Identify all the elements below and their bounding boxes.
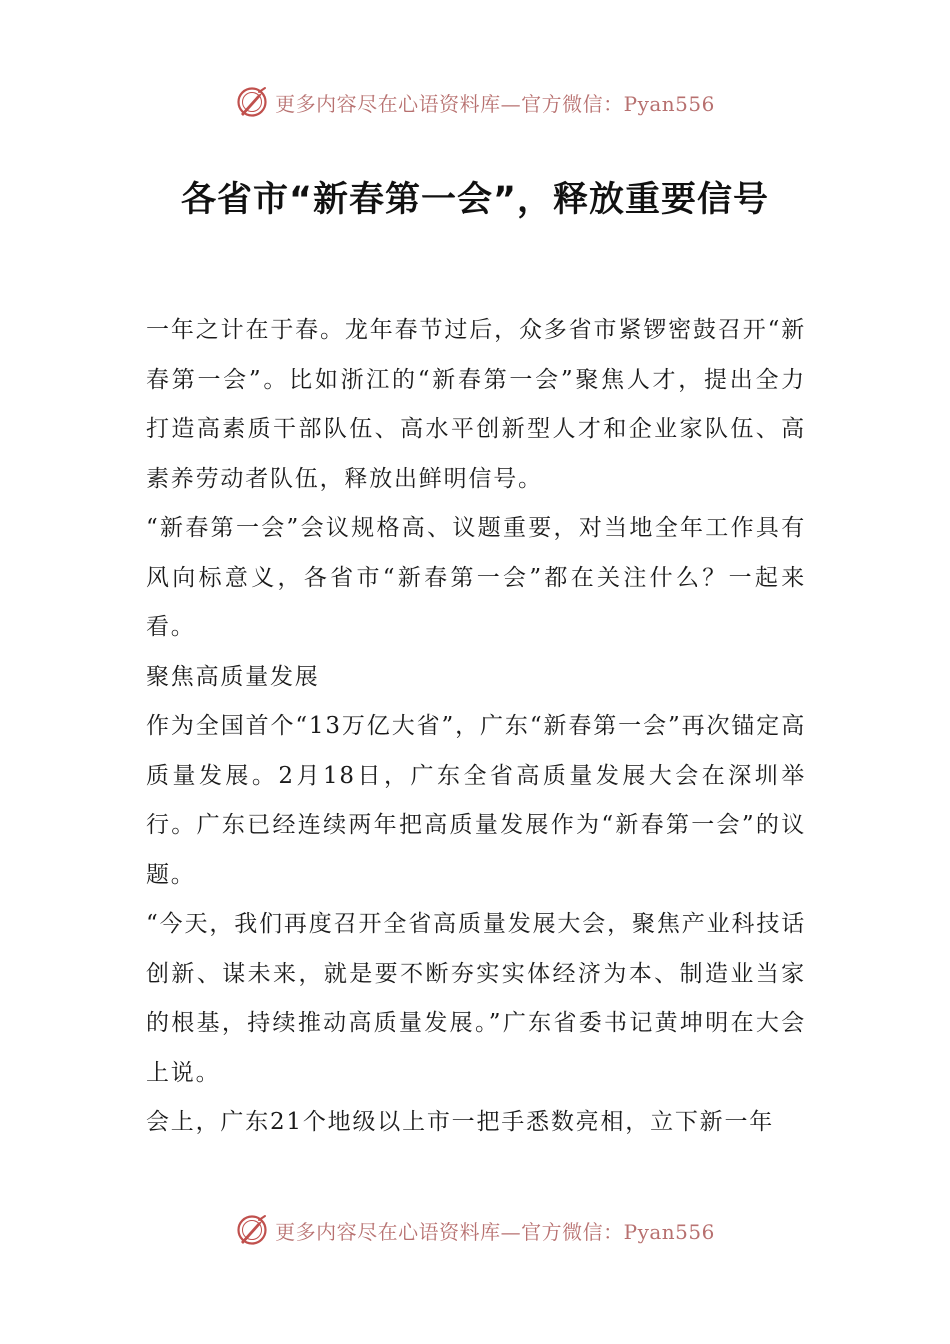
paragraph: 会上，广东21个地级以上市一把手悉数亮相，立下新一年 [146, 1109, 775, 1135]
footer-watermark [0, 1208, 950, 1252]
paragraph: 一年之计在于春。龙年春节过后，众多省市紧锣密鼓召开“新春第一会”。比如浙江的“新春第一会”聚焦人才，提出全力打造高素质干部队伍、高水平创新型人才和企业家队伍、高素养劳动者队伍，释放出鲜明信号。 [146, 317, 806, 492]
document-title: 各省市“新春第一会”，释放重要信号 [180, 180, 769, 220]
paragraph: “今天，我们再度召开全省高质量发展大会，聚焦产业科技话创新、谋未来，就是要不断夯实实体经济为本、制造业当家的根基，持续推动高质量发展。”广东省委书记黄坤明在大会上说。 [146, 911, 806, 1086]
pen-nib-circle-icon [235, 1213, 269, 1247]
section-heading: 聚焦高质量发展 [146, 663, 320, 690]
document-body [146, 306, 806, 1148]
paragraph: “新春第一会”会议规格高、议题重要，对当地全年工作具有风向标意义，各省市“新春第一会”都在关注什么？一起来看。 [146, 515, 806, 640]
paragraph: 作为全国首个“13万亿大省”，广东“新春第一会”再次锚定高质量发展。2月18日，广东全省高质量发展大会在深圳举行。广东已经连续两年把高质量发展作为“新春第一会”的议题。 [146, 713, 806, 888]
pen-nib-circle-icon [235, 85, 269, 119]
header-watermark [0, 80, 950, 124]
watermark-text: 更多内容尽在心语资料库—官方微信：Pyan556 [275, 1219, 715, 1244]
watermark-text: 更多内容尽在心语资料库—官方微信：Pyan556 [275, 91, 715, 116]
